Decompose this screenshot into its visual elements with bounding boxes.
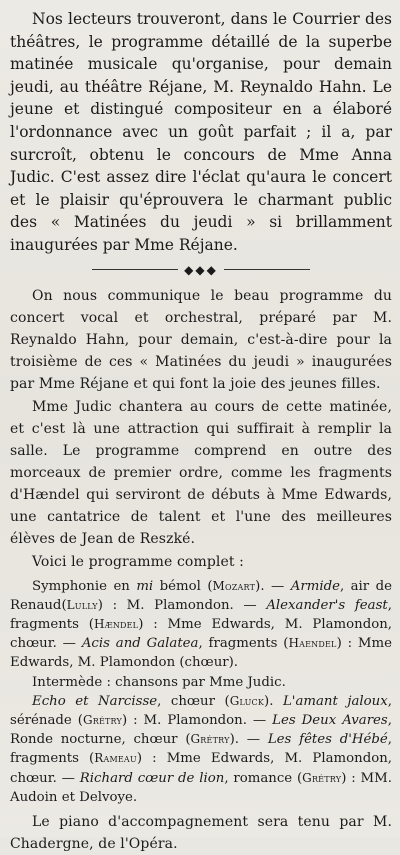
program-part-one: Symphonie en mi bémol (Mozart). — Armide, air de Renaud(Lully) : M. Plamondon. — Alexander's feast, fragments (Hændel) : Mme Edwards, M. Plamondon, chœur. — Acis and Galatea, fragments (Haendel) : Mme Edwards, M. Plamondon (chœur).	[10, 578, 393, 671]
section-divider	[10, 261, 392, 279]
article-judic-paragraph: Mme Judic chantera au cours de cette matinée, et c'est là une attraction qui suffirait à remplir la salle. Le programme comprend en outre des morceaux de premier ordre, comme les fragments d'Hændel qui serviront de débuts à Mme Edwards, une cantatrice de talent et l'une des meilleures élèves de Jean de Reszké.	[10, 398, 392, 547]
program-heading: Voici le programme complet :	[32, 553, 244, 570]
divider-ornament: ◆◆◆	[184, 262, 218, 277]
program-part-two: Echo et Narcisse, chœur (Gluck). L'amant jaloux, sérénade (Grétry) : M. Plamondon. — Les Deux Avares, Ronde nocturne, chœur (Grétry). — Les fêtes d'Hébé, fragments (Rameau) : Mme Edwards, M. Plamondon, chœur. — Richard cœur de lion, romance (Grétry) : MM. Audoin et Delvoye.	[10, 693, 393, 805]
divider-rule-right	[224, 269, 310, 270]
divider-rule-left	[92, 269, 178, 270]
article-program-intro: On nous communique le beau programme du concert vocal et orchestral, préparé par M. Reynaldo Hahn, pour demain, c'est-à-dire pour la troisième de ces « Matinées du jeudi » inaugurées par Mme Réjane et qui font la joie des jeunes filles.	[10, 287, 392, 392]
program-intermission: Intermède : chansons par Mme Judic.	[32, 674, 286, 690]
closing-paragraph: Le piano d'accompagnement sera tenu par M. Chadergne, de l'Opéra.	[10, 813, 392, 852]
article-courrier-paragraph: Nos lecteurs trouveront, dans le Courrier des théâtres, le programme détaillé de la superbe matinée musicale qu'organise, pour demain jeudi, au théâtre Réjane, M. Reynaldo Hahn. Le jeune et distingué compositeur en a élaboré l'ordonnance avec un goût parfait ; il a, par surcroît, obtenu le concours de Mme Anna Judic. C'est assez dire l'éclat qu'aura le concert et le plaisir qu'éprouvera le charmant public des « Matinées du jeudi » si brillamment inaugurées par Mme Réjane.	[10, 10, 392, 254]
